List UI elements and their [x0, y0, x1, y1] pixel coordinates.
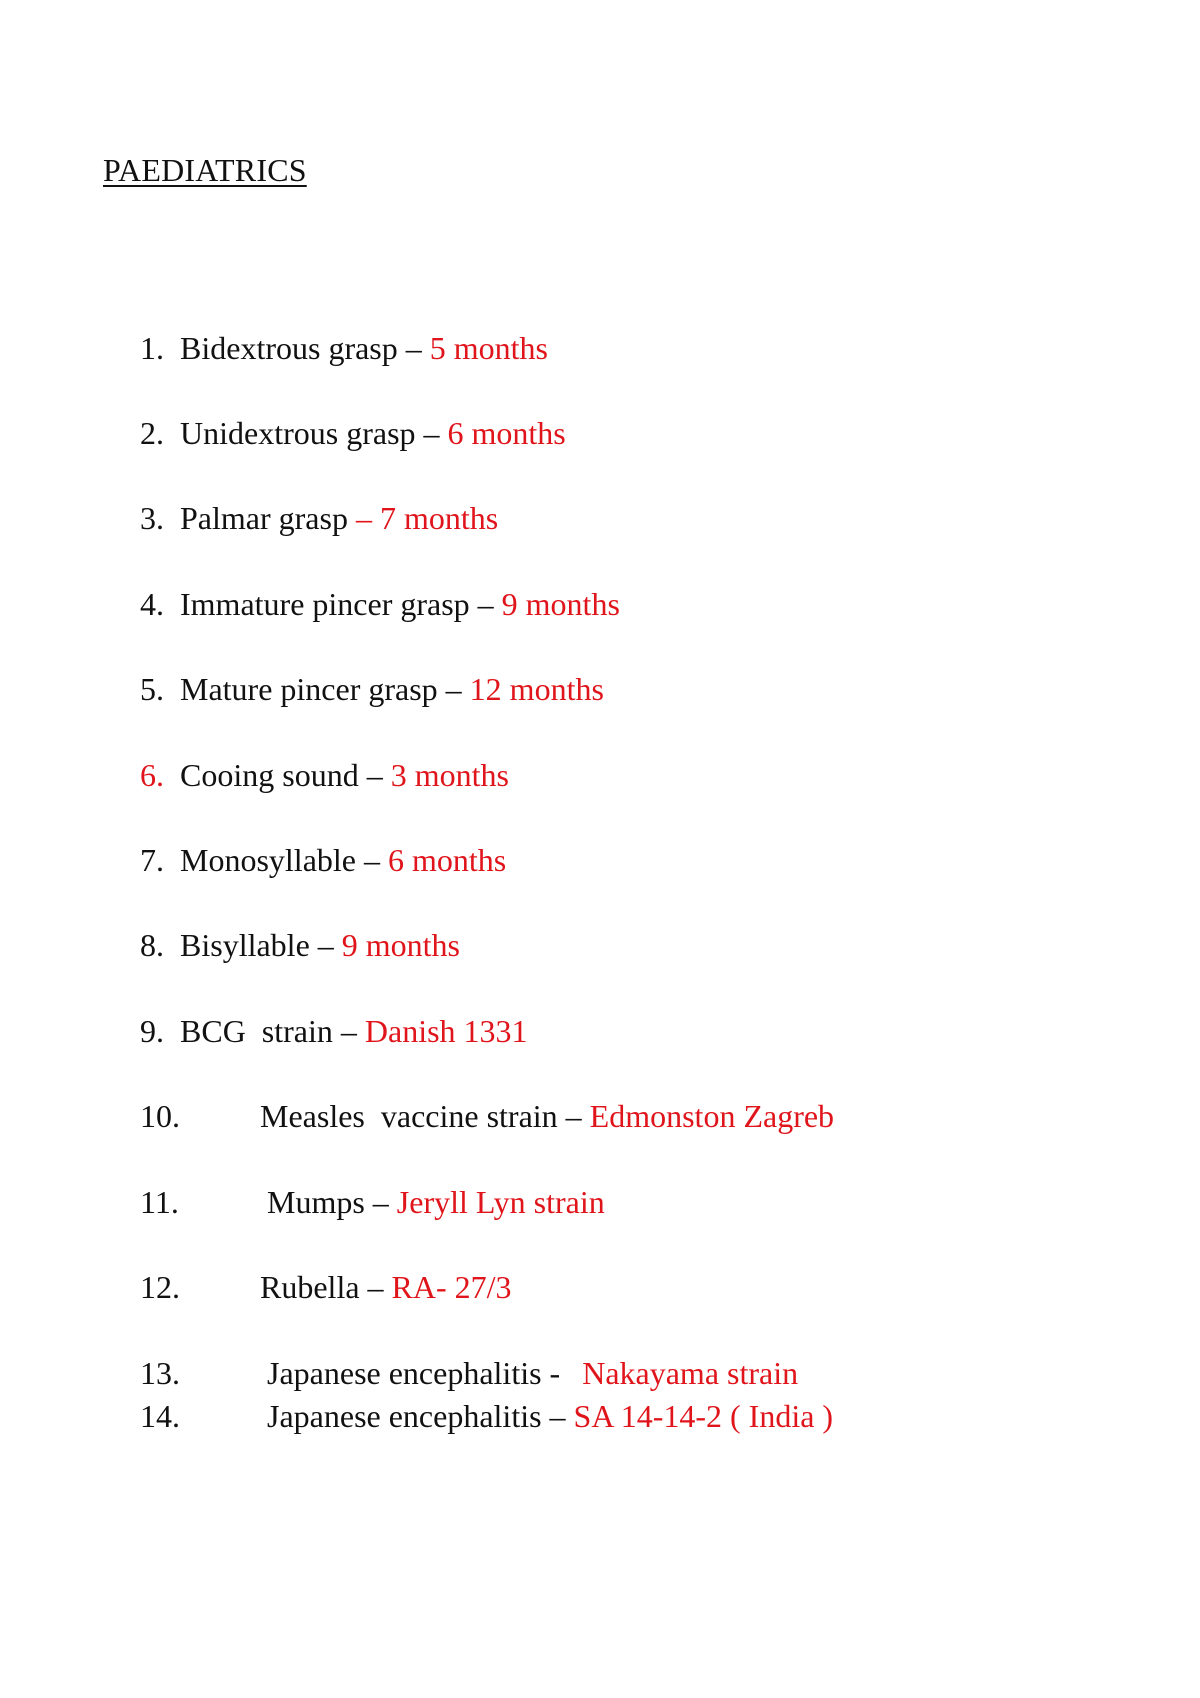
item-label: Japanese encephalitis — [267, 1398, 542, 1434]
item-label: Rubella — [260, 1269, 360, 1305]
item-number: 5. — [140, 671, 164, 707]
item-number: 11. — [140, 1184, 179, 1220]
item-separator: – — [366, 757, 383, 793]
list-item — [140, 1096, 834, 1136]
item-number: 2. — [140, 415, 164, 451]
item-value: 6 months — [447, 415, 566, 451]
item-separator: – — [405, 330, 422, 366]
item-label: Bidextrous grasp — [180, 330, 398, 366]
item-value: Edmonston Zagreb — [589, 1098, 835, 1134]
item-separator: – — [355, 500, 372, 536]
item-number: 14. — [140, 1398, 180, 1434]
item-value: SA 14-14-2 ( India ) — [573, 1398, 834, 1434]
item-value: 9 months — [501, 586, 620, 622]
list-item — [140, 925, 460, 965]
item-label: Japanese encephalitis — [267, 1355, 542, 1391]
list-item — [140, 669, 604, 709]
list-item — [140, 1267, 512, 1307]
list-item — [140, 755, 509, 795]
item-value: 12 months — [469, 671, 604, 707]
item-value: RA- 27/3 — [391, 1269, 512, 1305]
list-item — [140, 1011, 528, 1051]
list-item — [140, 1353, 798, 1393]
item-number: 7. — [140, 842, 164, 878]
item-label: Immature pincer grasp — [180, 586, 470, 622]
item-label: Mumps — [267, 1184, 365, 1220]
item-label: Palmar grasp — [180, 500, 348, 536]
item-separator: - — [549, 1355, 561, 1391]
item-value: 7 months — [379, 500, 499, 536]
item-label: Bisyllable — [180, 927, 310, 963]
item-number: 8. — [140, 927, 164, 963]
item-label: Unidextrous grasp — [180, 415, 416, 451]
item-separator: – — [317, 927, 334, 963]
item-value: 9 months — [341, 927, 460, 963]
item-separator: – — [477, 586, 494, 622]
item-number: 13. — [140, 1355, 180, 1391]
item-value: Danish 1331 — [364, 1013, 528, 1049]
list-item — [140, 498, 498, 538]
item-value: Jeryll Lyn strain — [396, 1184, 605, 1220]
item-separator: – — [340, 1013, 357, 1049]
item-separator: – — [363, 842, 380, 878]
item-label: Cooing sound — [180, 757, 359, 793]
item-value: 3 months — [390, 757, 509, 793]
list-item — [140, 840, 506, 880]
item-value: Nakayama strain — [582, 1355, 799, 1391]
item-number: 6. — [140, 757, 164, 793]
list-item — [140, 1396, 833, 1436]
page-title: PAEDIATRICS — [103, 152, 307, 188]
item-separator: – — [423, 415, 440, 451]
item-number: 12. — [140, 1269, 180, 1305]
item-number: 3. — [140, 500, 164, 536]
list-item — [140, 1182, 605, 1222]
item-separator: – — [372, 1184, 389, 1220]
item-separator: – — [445, 671, 462, 707]
item-separator: – — [549, 1398, 566, 1434]
item-number: 10. — [140, 1098, 180, 1134]
item-separator: – — [565, 1098, 582, 1134]
list-item — [140, 328, 548, 368]
item-label: Measles vaccine strain — [260, 1098, 558, 1134]
item-label: Monosyllable — [180, 842, 356, 878]
item-number: 9. — [140, 1013, 164, 1049]
item-number: 4. — [140, 586, 164, 622]
list-item — [140, 584, 620, 624]
item-label: BCG strain — [180, 1013, 333, 1049]
item-value: 5 months — [429, 330, 548, 366]
item-value: 6 months — [387, 842, 507, 878]
item-label: Mature pincer grasp — [180, 671, 438, 707]
item-separator: – — [367, 1269, 384, 1305]
list-item — [140, 413, 566, 453]
item-number: 1. — [140, 330, 164, 366]
